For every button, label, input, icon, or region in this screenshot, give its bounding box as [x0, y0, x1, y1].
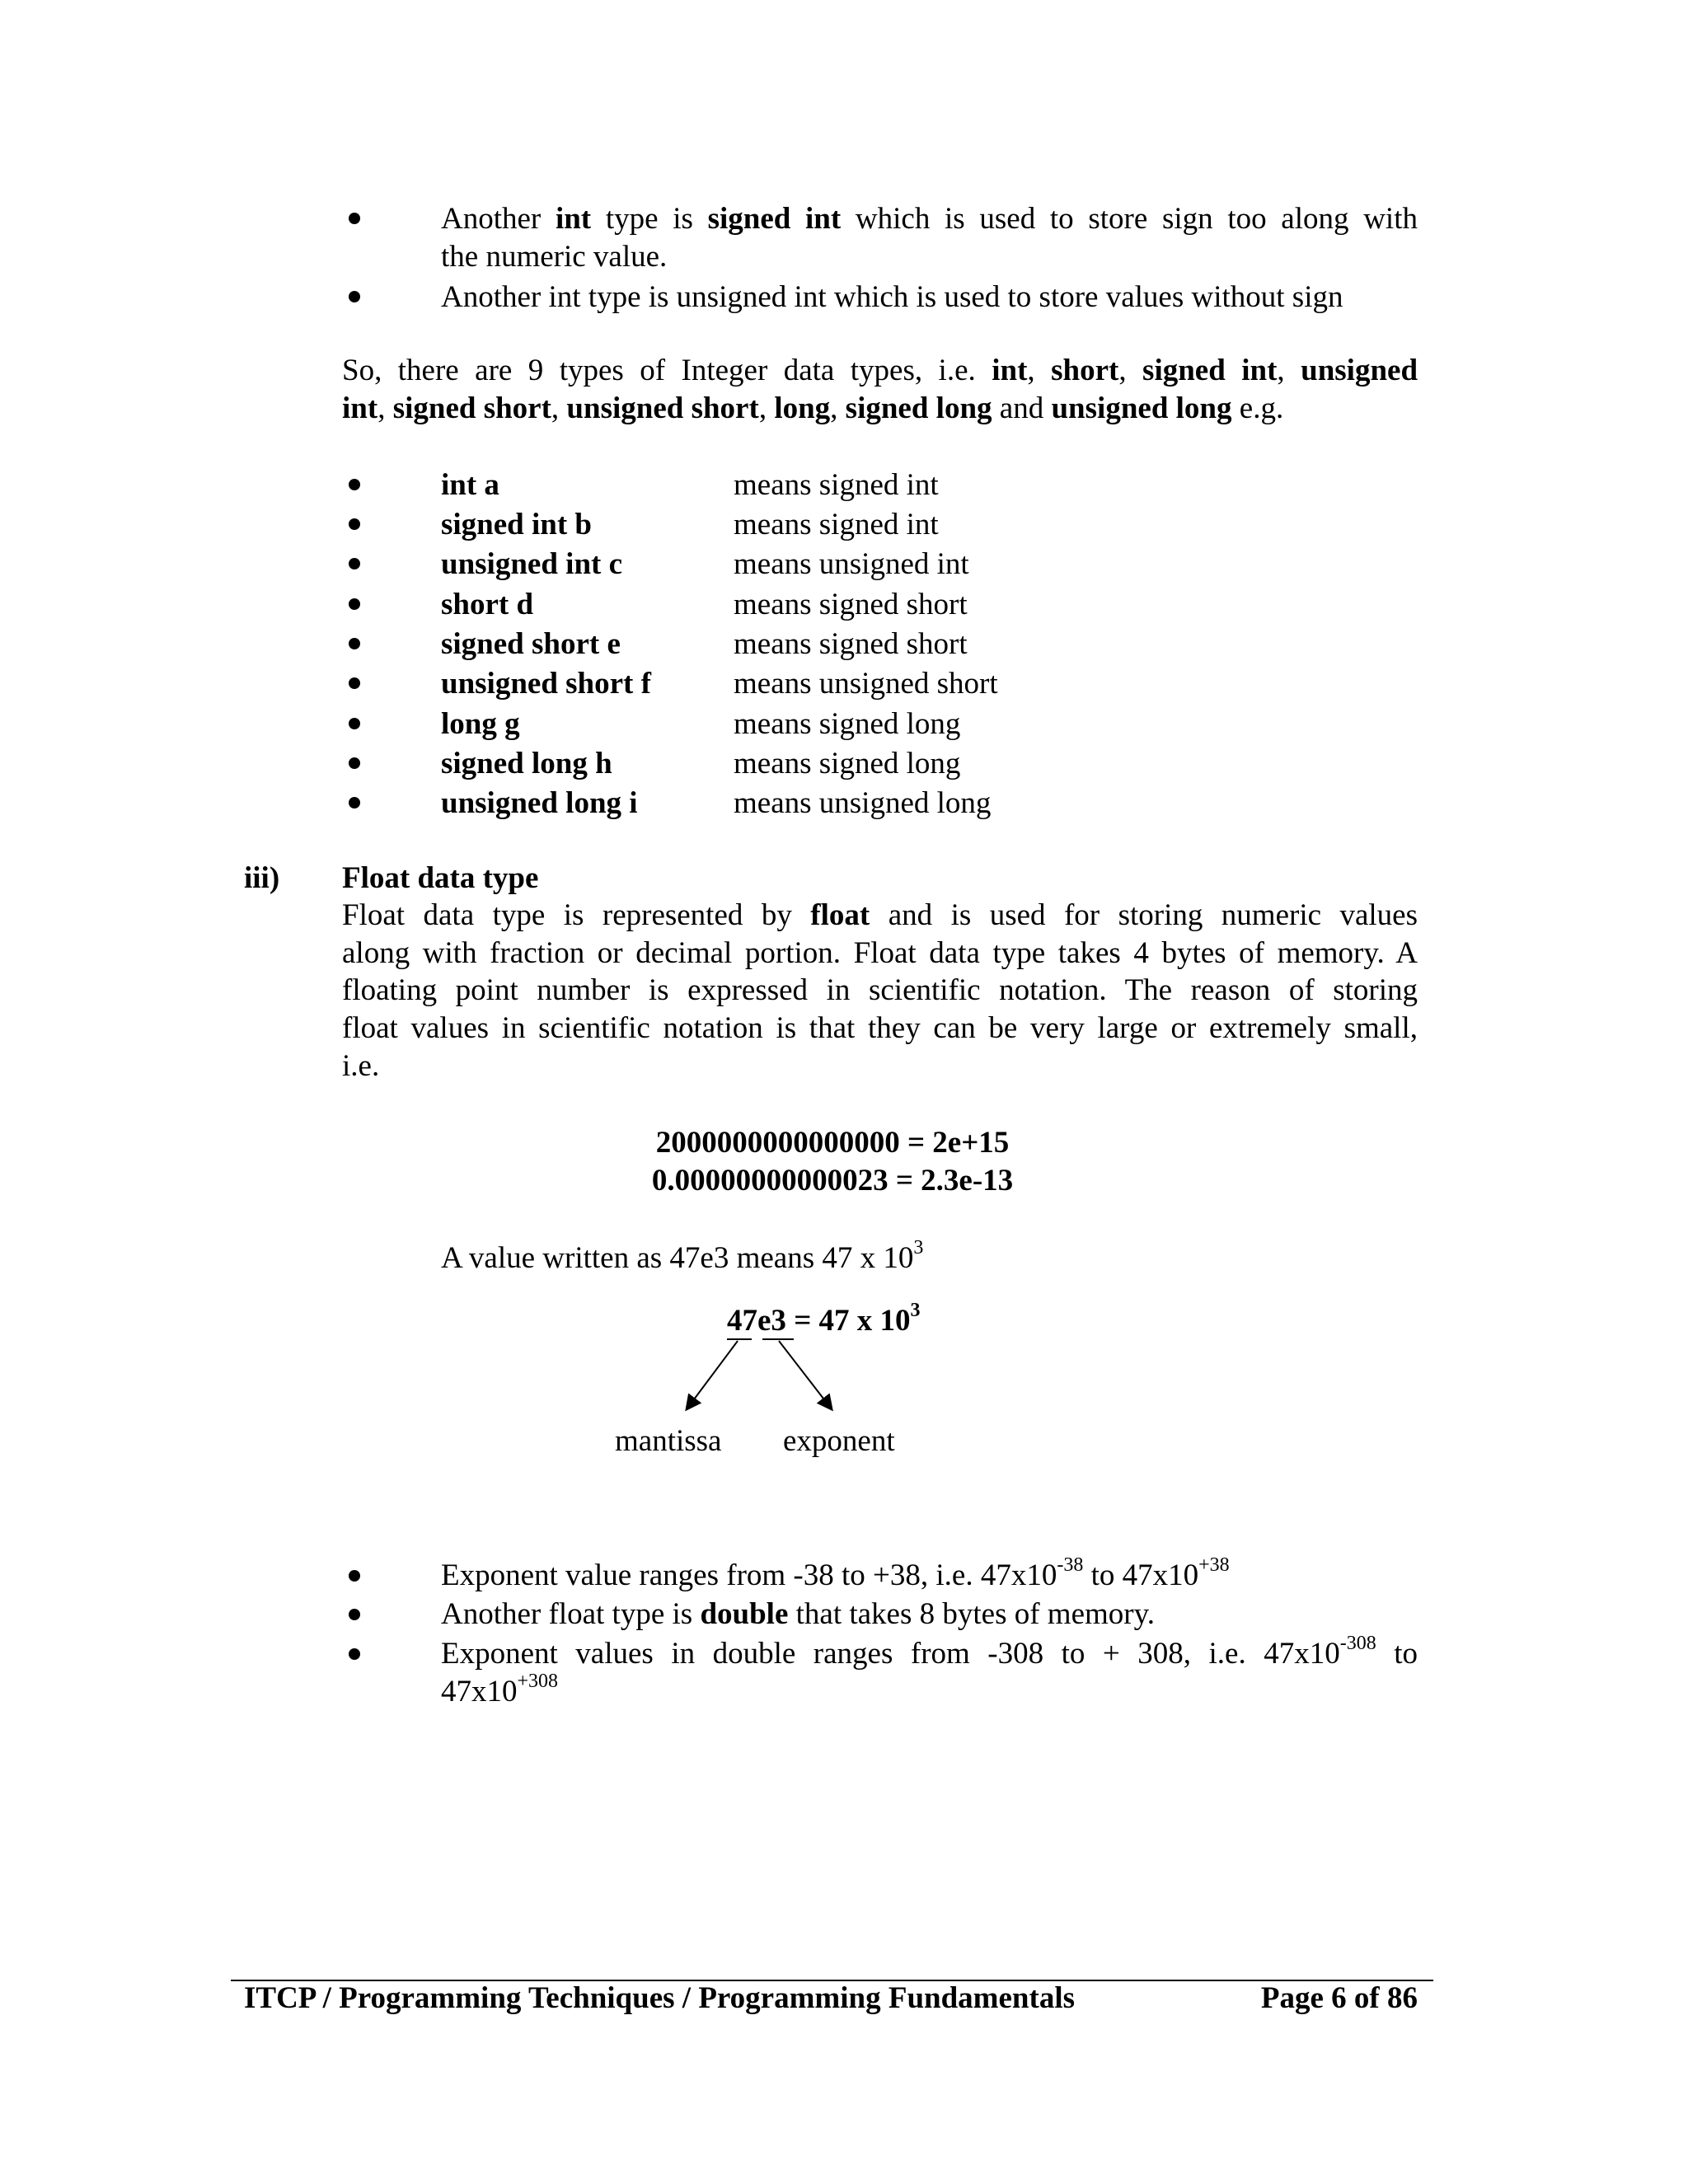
mantissa-arrow: [689, 1341, 738, 1406]
bullet-icon: [349, 1609, 360, 1620]
bullet-line: Exponent values in double ranges from -308 to + 308, i.e. $47x10^{-308}$ to: [441, 1632, 1418, 1671]
example-line: 0.00000000000023 = 2.3e-13: [651, 1164, 1014, 1197]
bullet-line: Another int type is signed int which is used to store sign too along with: [441, 202, 1418, 236]
float-para-line: float values in scientific notation is that they can be very large or extremely small,: [342, 1011, 1418, 1045]
list-item: unsigned int c means unsigned int: [0, 546, 1688, 583]
mantissa-label: mantissa: [615, 1424, 722, 1458]
notation-formula: 47e3 = 47 x $10^3$: [727, 1299, 921, 1338]
list-item: short d means signed short: [0, 586, 1688, 624]
exponent-label: exponent: [783, 1424, 895, 1458]
bullet-icon: [349, 1570, 360, 1582]
footer-page-number: Page 6 of 86: [1260, 1981, 1418, 2015]
list-item: unsigned short f means unsigned short: [0, 665, 1688, 703]
summary-line-2: int, signed short, unsigned short, long, signed long and unsigned long e.g.: [342, 391, 1284, 425]
example-line: 2000000000000000 = 2e+15: [655, 1126, 1010, 1160]
float-para-line: along with fraction or decimal portion. Float data type takes 4 bytes of memory. A: [342, 936, 1418, 970]
section-number: iii): [244, 861, 280, 895]
list-item: int a means signed int: [0, 466, 1688, 504]
mantissa-part: 47: [727, 1304, 757, 1338]
bullet-icon: [349, 1648, 360, 1660]
summary-line-1: So, there are 9 types of Integer data types, i.e. int, short, signed int, unsigned: [342, 354, 1418, 387]
list-item: signed short e means signed short: [0, 626, 1688, 663]
bullet-line: Another float type is double that takes 8 bytes of memory.: [441, 1597, 1155, 1631]
bullet-line: Another int type is unsigned int which is used to store values without sign: [441, 280, 1343, 314]
bullet-line: Exponent value ranges from -38 to +38, i.e. $47x10^{-38}$ to $47x10^{+38}$: [441, 1554, 1230, 1592]
footer-left: ITCP / Programming Techniques / Programming Fundamentals: [244, 1981, 1075, 2015]
exponent-part: e3: [757, 1304, 786, 1338]
list-item: signed long h means signed long: [0, 745, 1688, 783]
list-item: signed int b means signed int: [0, 506, 1688, 544]
section-heading: Float data type: [342, 861, 539, 895]
float-para-line: i.e.: [342, 1049, 380, 1083]
bullet-line-continued: the numeric value.: [441, 240, 668, 274]
exponent-arrow: [779, 1341, 829, 1406]
float-para-line: Float data type is represented by float and is used for storing numeric values: [342, 898, 1418, 932]
list-item: long g means signed long: [0, 705, 1688, 743]
bullet-line-continued: $47x10^{+308}$: [441, 1670, 559, 1708]
value-line: A value written as 47e3 means 47 x $10^3$: [441, 1236, 924, 1275]
float-para-line: floating point number is expressed in scientific notation. The reason of storing: [342, 973, 1418, 1007]
list-item: unsigned long i means unsigned long: [0, 785, 1688, 823]
